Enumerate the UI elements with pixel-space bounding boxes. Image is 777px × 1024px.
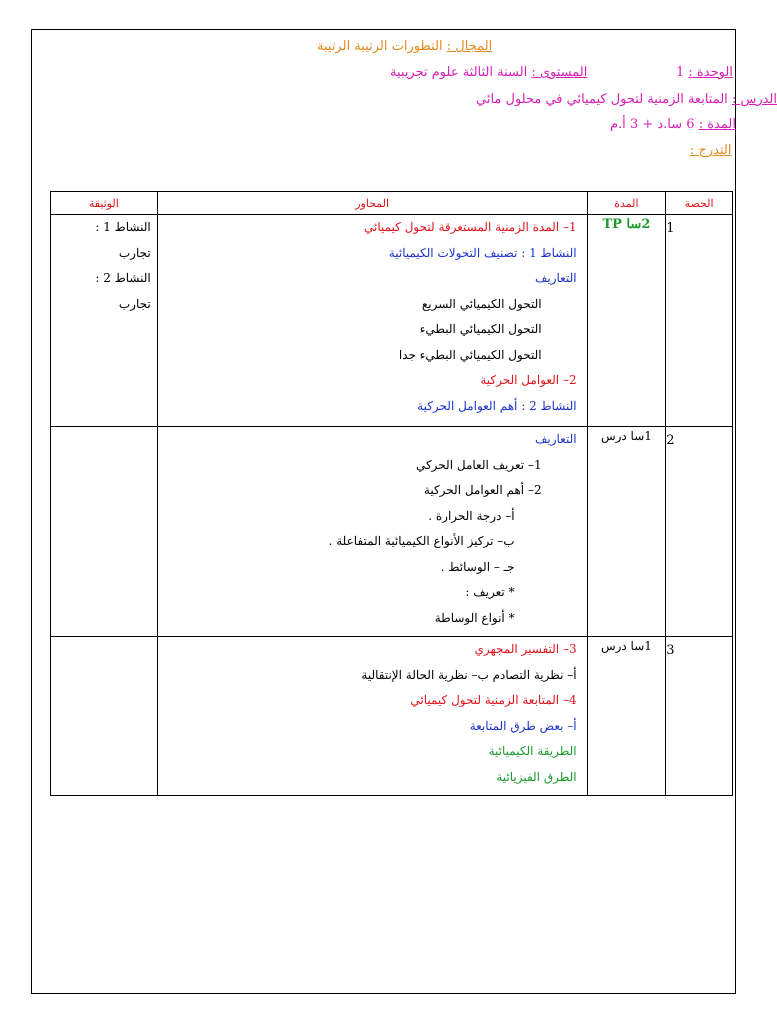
unit-label: الوحدة : (688, 65, 733, 80)
session-duration: 1سا درس (587, 427, 666, 637)
duration-line (610, 117, 736, 133)
session-number: 3 (666, 637, 733, 796)
document-cell (51, 637, 158, 796)
progression-label: التدرج : (690, 143, 732, 158)
session-duration: 2سا TP (587, 215, 666, 427)
session-number: 2 (666, 427, 733, 637)
axes-cell (157, 427, 587, 637)
sub-heading: أ– بعض طرق المتابعة (469, 718, 577, 733)
axis-heading: 1– المدة الزمنية المستغرقة لتحول كيميائي (363, 220, 577, 234)
progression-line (690, 143, 732, 159)
axis-heading: 3– التفسير المجهري (474, 642, 577, 656)
list-item: ب– تركيز الأنواع الكيميائية المتفاعلة . (328, 534, 515, 548)
document-item: تجارب (118, 245, 151, 260)
list-item: أ– نظرية التصادم ب– نظرية الحالة الإنتقالية (361, 667, 577, 682)
list-item: أ– درجة الحرارة . (428, 508, 515, 523)
axes-cell (157, 215, 587, 427)
list-item: 1– تعريف العامل الحركي (415, 457, 542, 472)
header-session: الحصة (666, 192, 733, 215)
session-number: 1 (666, 215, 733, 427)
list-item: التحول الكيميائي السريع (421, 296, 542, 311)
duration-label: المدة : (698, 117, 736, 132)
header-duration: المدة (587, 192, 666, 215)
header-document: الوثيقة (51, 192, 158, 215)
list-item: التحول الكيميائي البطيء جدا (398, 347, 542, 362)
lesson-value: المتابعة الزمنية لتحول كيميائي في محلول مائي (476, 92, 728, 107)
lesson-plan-table (50, 191, 733, 796)
lesson-label: الدرس : (731, 92, 777, 107)
level-value: السنة الثالثة علوم تجريبية (390, 65, 528, 80)
activity-line: النشاط 1 : تصنيف التحولات الكيميائية (388, 245, 577, 260)
axes-cell (157, 637, 587, 796)
list-item: التحول الكيميائي البطيء (419, 322, 542, 336)
document-item: النشاط 1 : (95, 220, 151, 234)
axis-heading: 2– العوامل الحركية (480, 373, 577, 387)
axis-heading: 4– المتابعة الزمنية لتحول كيميائي (410, 693, 577, 707)
duration-value: 6 سا.د + 3 أ.م (610, 117, 695, 132)
document-cell (51, 215, 158, 427)
document-item: النشاط 2 : (95, 271, 151, 285)
table-row (51, 427, 733, 637)
method-item: الطريقة الكيميائية (488, 744, 577, 758)
level-label: المستوى : (531, 65, 588, 80)
list-item: * تعريف : (465, 585, 515, 599)
table-header-row (51, 192, 733, 215)
field-label: المجال : (446, 39, 493, 54)
table-row (51, 215, 733, 427)
definitions-heading: التعاريف (534, 432, 577, 446)
document-item: تجارب (118, 296, 151, 311)
unit-value: 1 (676, 65, 685, 80)
field-line (317, 39, 492, 55)
level-line (390, 65, 587, 81)
definitions-heading: التعاريف (534, 271, 577, 285)
field-value: التطورات الرتيبة الرتيبة (317, 39, 443, 54)
document-cell (51, 427, 158, 637)
header-axes: المحاور (157, 192, 587, 215)
unit-line (676, 65, 733, 81)
lesson-line (476, 92, 777, 108)
activity-line: النشاط 2 : أهم العوامل الحركية (417, 398, 577, 413)
session-duration: 1سا درس (587, 637, 666, 796)
list-item: جـ – الوسائط . (440, 559, 515, 574)
method-item: الطرق الفيزيائية (496, 769, 577, 784)
table-row (51, 637, 733, 796)
list-item: * أنواع الوساطة (434, 610, 515, 625)
list-item: 2– أهم العوامل الحركية (423, 483, 542, 497)
